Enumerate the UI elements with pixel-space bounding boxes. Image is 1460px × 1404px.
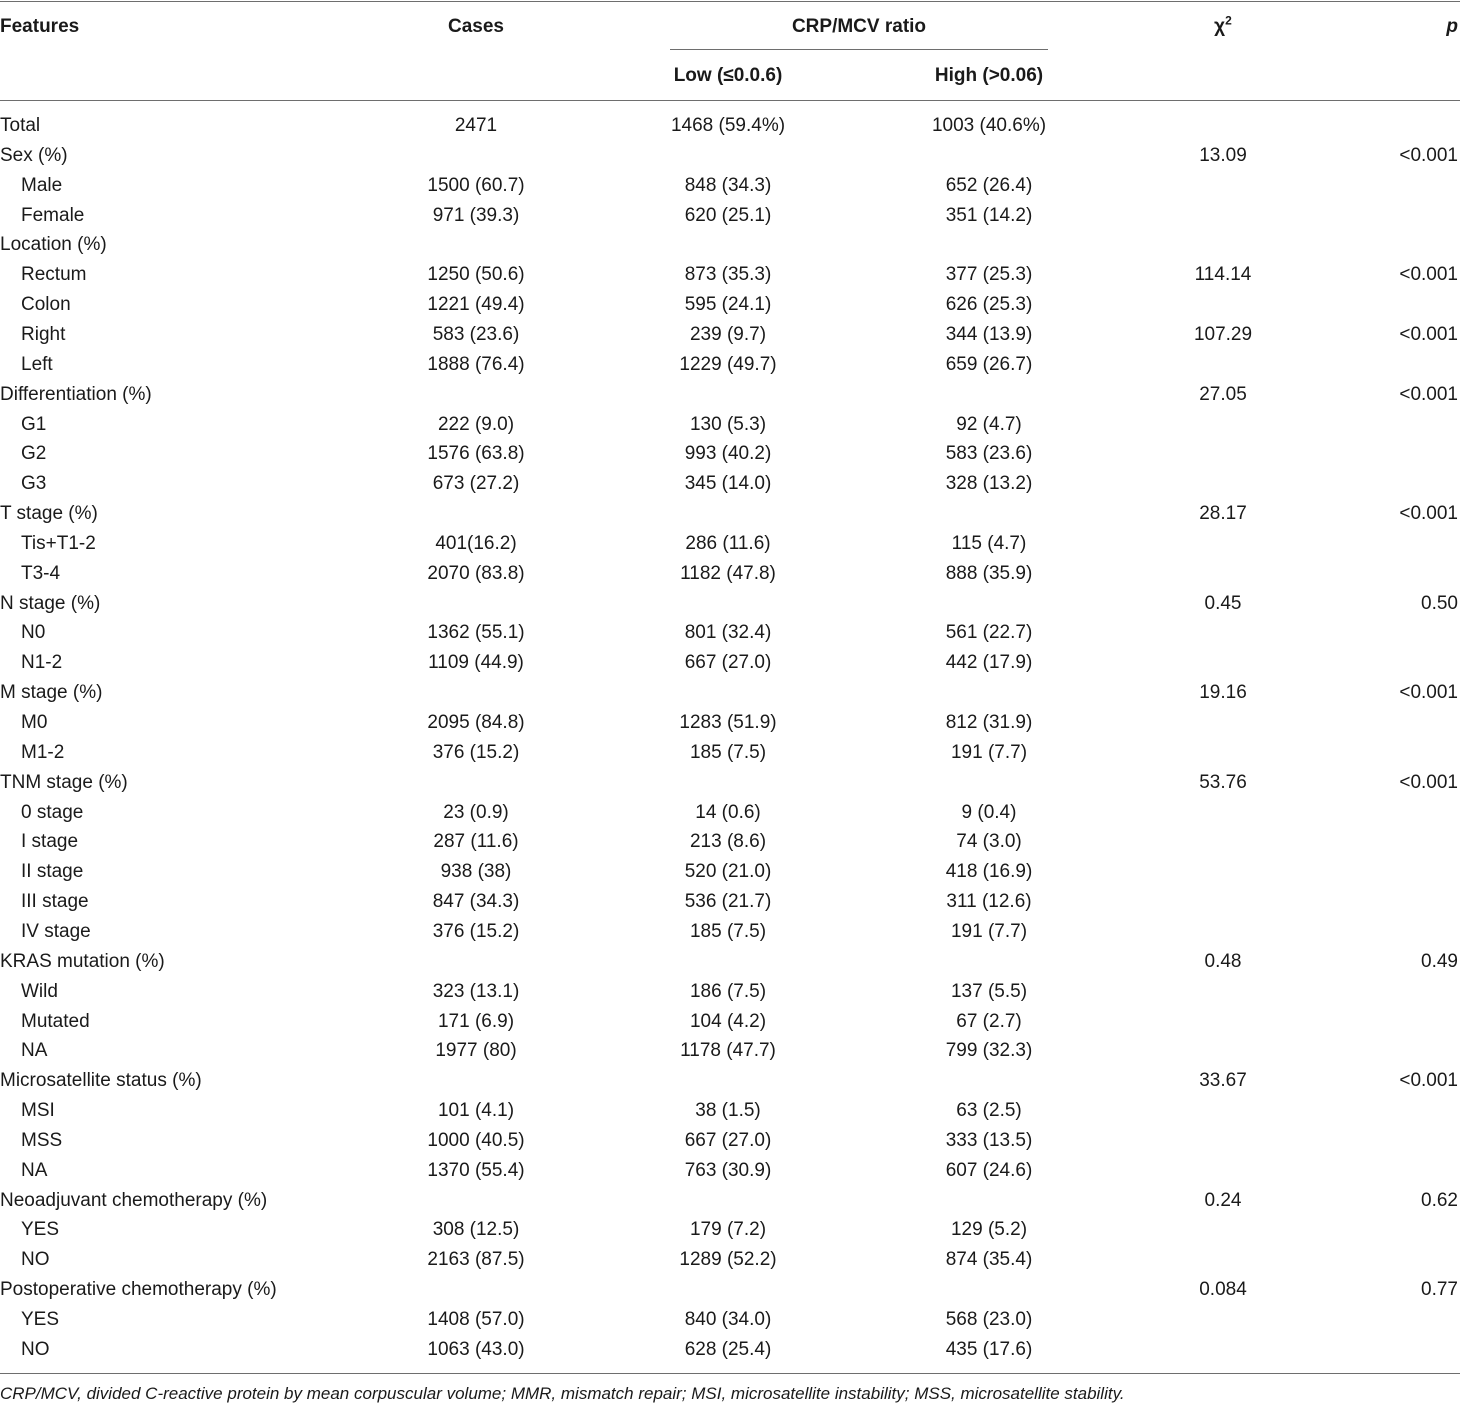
row-p-value: 0.49 <box>1421 951 1458 972</box>
row-feature: YES <box>21 1309 60 1330</box>
row-feature: Rectum <box>21 264 87 285</box>
row-cases: 2471 <box>454 115 498 136</box>
row-feature: I stage <box>21 831 79 852</box>
row-cases: 2070 (83.8) <box>427 563 525 584</box>
row-chi-square: 0.24 <box>1204 1190 1242 1211</box>
row-cases: 222 (9.0) <box>437 414 515 435</box>
row-high: 92 (4.7) <box>956 414 1022 435</box>
row-chi-square: 107.29 <box>1193 324 1253 345</box>
header-crp-mcv-ratio: CRP/MCV ratio <box>791 16 927 37</box>
top-rule <box>0 1 1460 2</box>
row-chi-square: 0.48 <box>1204 951 1242 972</box>
group-rule <box>670 49 1048 50</box>
row-feature: Microsatellite status (%) <box>0 1070 202 1091</box>
row-feature: N1-2 <box>21 652 63 673</box>
row-low: 213 (8.6) <box>689 831 767 852</box>
row-high: 626 (25.3) <box>945 294 1033 315</box>
row-feature: TNM stage (%) <box>0 772 128 793</box>
row-high: 115 (4.7) <box>951 533 1027 554</box>
row-chi-square: 27.05 <box>1199 384 1247 405</box>
header-cases: Cases <box>448 16 504 37</box>
row-cases: 1109 (44.9) <box>428 652 524 673</box>
row-high: 74 (3.0) <box>956 831 1022 852</box>
row-feature: Total <box>0 115 41 136</box>
row-chi-square: 53.76 <box>1199 772 1247 793</box>
row-low: 1289 (52.2) <box>679 1249 777 1270</box>
row-low: 179 (7.2) <box>689 1219 767 1240</box>
row-feature: 0 stage <box>21 802 84 823</box>
row-high: 659 (26.7) <box>945 354 1033 375</box>
row-high: 799 (32.3) <box>945 1040 1033 1061</box>
row-cases: 673 (27.2) <box>432 473 520 494</box>
row-feature: Right <box>21 324 66 345</box>
row-high: 377 (25.3) <box>945 264 1033 285</box>
row-high: 137 (5.5) <box>950 981 1028 1002</box>
row-low: 520 (21.0) <box>684 861 772 882</box>
bottom-rule <box>0 1373 1460 1374</box>
row-feature: YES <box>21 1219 60 1240</box>
row-low: 763 (30.9) <box>684 1160 772 1181</box>
chi-superscript: 2 <box>1225 13 1232 28</box>
row-feature: Postoperative chemotherapy (%) <box>0 1279 277 1300</box>
header-low: Low (≤0.0.6) <box>673 65 783 86</box>
row-p-value: <0.001 <box>1399 145 1458 166</box>
row-feature: M1-2 <box>21 742 65 763</box>
row-high: 418 (16.9) <box>945 861 1033 882</box>
row-cases: 1362 (55.1) <box>427 622 525 643</box>
row-feature: Neoadjuvant chemotherapy (%) <box>0 1190 268 1211</box>
row-low: 667 (27.0) <box>684 652 772 673</box>
row-feature: Location (%) <box>0 234 107 255</box>
row-cases: 847 (34.3) <box>432 891 520 912</box>
row-low: 536 (21.7) <box>684 891 772 912</box>
row-high: 67 (2.7) <box>956 1011 1022 1032</box>
row-cases: 1221 (49.4) <box>427 294 525 315</box>
row-chi-square: 114.14 <box>1194 264 1252 285</box>
row-feature: NA <box>21 1040 48 1061</box>
row-high: 1003 (40.6%) <box>931 115 1047 136</box>
row-feature: Female <box>21 205 85 226</box>
header-rule <box>0 100 1460 101</box>
row-feature: MSI <box>21 1100 55 1121</box>
row-cases: 583 (23.6) <box>432 324 520 345</box>
row-feature: T3-4 <box>21 563 61 584</box>
header-chi-square <box>1214 13 1232 37</box>
row-low: 1178 (47.7) <box>680 1040 776 1061</box>
row-feature: KRAS mutation (%) <box>0 951 165 972</box>
footnote: CRP/MCV, divided C-reactive protein by mean corpuscular volume; MMR, mismatch repair; MSI, microsatellite instability; MSS, microsatellite stability. <box>0 1384 1125 1403</box>
row-feature: M stage (%) <box>0 682 103 703</box>
row-cases: 1250 (50.6) <box>427 264 525 285</box>
row-high: 888 (35.9) <box>945 563 1033 584</box>
row-p-value: <0.001 <box>1399 324 1458 345</box>
row-low: 848 (34.3) <box>684 175 772 196</box>
row-low: 620 (25.1) <box>684 205 772 226</box>
row-feature: Colon <box>21 294 71 315</box>
row-feature: Left <box>21 354 53 375</box>
row-cases: 401(16.2) <box>435 533 517 554</box>
row-cases: 376 (15.2) <box>432 921 520 942</box>
row-high: 652 (26.4) <box>945 175 1033 196</box>
row-feature: NO <box>21 1249 50 1270</box>
row-high: 442 (17.9) <box>945 652 1033 673</box>
row-high: 351 (14.2) <box>945 205 1033 226</box>
row-low: 38 (1.5) <box>695 1100 761 1121</box>
row-cases: 287 (11.6) <box>433 831 519 852</box>
row-high: 191 (7.7) <box>950 742 1028 763</box>
row-p-value: 0.62 <box>1421 1190 1458 1211</box>
row-high: 311 (12.6) <box>946 891 1032 912</box>
row-low: 801 (32.4) <box>684 622 772 643</box>
row-low: 14 (0.6) <box>695 802 761 823</box>
row-low: 185 (7.5) <box>689 921 767 942</box>
row-feature: Wild <box>21 981 58 1002</box>
row-p-value: 0.50 <box>1421 593 1458 614</box>
row-low: 873 (35.3) <box>684 264 772 285</box>
row-chi-square: 33.67 <box>1199 1070 1247 1091</box>
row-cases: 971 (39.3) <box>432 205 520 226</box>
row-chi-square: 13.09 <box>1199 145 1247 166</box>
row-high: 328 (13.2) <box>945 473 1033 494</box>
row-low: 239 (9.7) <box>689 324 767 345</box>
row-p-value: <0.001 <box>1399 772 1458 793</box>
row-low: 595 (24.1) <box>684 294 772 315</box>
row-high: 874 (35.4) <box>945 1249 1033 1270</box>
row-feature: T stage (%) <box>0 503 98 524</box>
row-cases: 1977 (80) <box>435 1040 517 1061</box>
row-low: 840 (34.0) <box>684 1309 772 1330</box>
row-cases: 938 (38) <box>440 861 512 882</box>
chi-symbol: χ <box>1214 16 1226 37</box>
row-low: 667 (27.0) <box>684 1130 772 1151</box>
row-cases: 308 (12.5) <box>432 1219 520 1240</box>
row-feature: Differentiation (%) <box>0 384 152 405</box>
row-cases: 2163 (87.5) <box>427 1249 525 1270</box>
row-low: 993 (40.2) <box>684 443 772 464</box>
row-cases: 23 (0.9) <box>443 802 509 823</box>
row-low: 1182 (47.8) <box>680 563 776 584</box>
row-feature: Sex (%) <box>0 145 68 166</box>
row-high: 344 (13.9) <box>945 324 1033 345</box>
row-cases: 376 (15.2) <box>432 742 520 763</box>
row-feature: II stage <box>21 861 84 882</box>
header-p-value: p <box>1446 16 1458 37</box>
row-feature: M0 <box>21 712 48 733</box>
row-high: 435 (17.6) <box>945 1339 1033 1360</box>
row-cases: 1063 (43.0) <box>427 1339 525 1360</box>
header-high: High (>0.06) <box>934 65 1044 86</box>
row-feature: Tis+T1-2 <box>21 533 96 554</box>
row-feature: Mutated <box>21 1011 90 1032</box>
row-high: 9 (0.4) <box>961 802 1017 823</box>
row-p-value: <0.001 <box>1399 503 1458 524</box>
row-cases: 171 (6.9) <box>437 1011 515 1032</box>
row-feature: NO <box>21 1339 50 1360</box>
row-feature: MSS <box>21 1130 63 1151</box>
row-high: 568 (23.0) <box>945 1309 1033 1330</box>
row-cases: 1500 (60.7) <box>427 175 525 196</box>
row-high: 191 (7.7) <box>950 921 1028 942</box>
header-features: Features <box>0 16 80 37</box>
row-high: 333 (13.5) <box>945 1130 1033 1151</box>
row-cases: 323 (13.1) <box>432 981 520 1002</box>
row-feature: IV stage <box>21 921 91 942</box>
row-low: 186 (7.5) <box>689 981 767 1002</box>
row-high: 607 (24.6) <box>945 1160 1033 1181</box>
row-low: 130 (5.3) <box>689 414 767 435</box>
row-p-value: <0.001 <box>1399 384 1458 405</box>
row-chi-square: 28.17 <box>1199 503 1247 524</box>
row-cases: 1888 (76.4) <box>427 354 525 375</box>
row-high: 812 (31.9) <box>945 712 1033 733</box>
row-p-value: <0.001 <box>1399 682 1458 703</box>
row-cases: 2095 (84.8) <box>427 712 525 733</box>
row-high: 63 (2.5) <box>956 1100 1022 1121</box>
row-feature: N stage (%) <box>0 593 101 614</box>
row-low: 345 (14.0) <box>684 473 772 494</box>
row-low: 185 (7.5) <box>689 742 767 763</box>
row-chi-square: 0.45 <box>1204 593 1242 614</box>
row-p-value: <0.001 <box>1399 264 1458 285</box>
row-feature: Male <box>21 175 63 196</box>
row-feature: G3 <box>21 473 47 494</box>
row-cases: 1408 (57.0) <box>427 1309 525 1330</box>
row-cases: 1370 (55.4) <box>427 1160 525 1181</box>
row-low: 104 (4.2) <box>689 1011 767 1032</box>
row-feature: G2 <box>21 443 47 464</box>
row-cases: 1000 (40.5) <box>427 1130 525 1151</box>
row-p-value: 0.77 <box>1421 1279 1458 1300</box>
row-chi-square: 19.16 <box>1199 682 1247 703</box>
row-cases: 101 (4.1) <box>437 1100 515 1121</box>
row-p-value: <0.001 <box>1399 1070 1458 1091</box>
row-low: 1229 (49.7) <box>679 354 777 375</box>
row-feature: III stage <box>21 891 89 912</box>
row-feature: G1 <box>21 414 47 435</box>
row-feature: NA <box>21 1160 48 1181</box>
row-high: 129 (5.2) <box>950 1219 1028 1240</box>
row-low: 1468 (59.4%) <box>670 115 786 136</box>
row-low: 628 (25.4) <box>684 1339 772 1360</box>
row-low: 1283 (51.9) <box>679 712 777 733</box>
row-high: 583 (23.6) <box>945 443 1033 464</box>
row-high: 561 (22.7) <box>945 622 1033 643</box>
row-feature: N0 <box>21 622 46 643</box>
row-chi-square: 0.084 <box>1199 1279 1247 1300</box>
row-low: 286 (11.6) <box>685 533 771 554</box>
row-cases: 1576 (63.8) <box>427 443 525 464</box>
